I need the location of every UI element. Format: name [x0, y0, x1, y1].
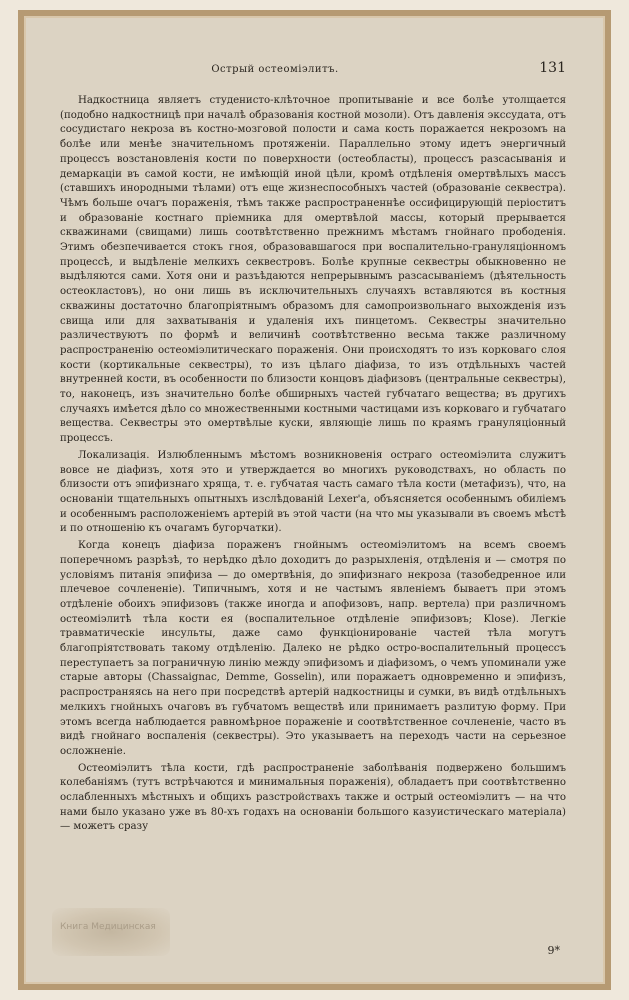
printer-signature: 9*: [547, 944, 560, 957]
paragraph-localization: Локализація. Излюбленнымъ мѣстомъ возникновенія остраго остеоміэлита служитъ вовсе не діафизъ, хотя это и утверждается во многихъ руководствахъ, но область по близости отъ эпифизнаго хряща, т. е. губчатая часть самаго тѣла кости (метафизъ), что, на основаніи тщательныхъ опытныхъ изслѣдованій Lexer'а, объясняется особеннымъ обиліемъ и особеннымъ расположеніемъ артерій въ этой части (на что мы указывали въ своемъ мѣстѣ и по отношенію къ очагамъ бугорчатки).: [60, 449, 566, 535]
page-number: 131: [539, 60, 566, 76]
running-title: Острый остеоміэлитъ.: [211, 64, 339, 75]
paragraph-4: Остеоміэлитъ тѣла кости, гдѣ распространеніе заболѣванія подвержено большимъ колебаніямъ (тутъ встрѣчаются и минимальныя пораженія), обладаетъ при соотвѣтственно ослабленныхъ мѣстныхъ и общихъ разстройствахъ также и острый остеоміэлитъ — на что нами было указано уже въ 80-хъ годахъ на основаніи большого казуистическаго матеріала) — можетъ сразу: [60, 762, 566, 833]
book-page: [18, 10, 611, 990]
paragraph-3: Когда конецъ діафиза пораженъ гнойнымъ остеоміэлитомъ на всемъ своемъ поперечномъ разрѣзѣ, то нерѣдко дѣло доходитъ до разрыхленія, отдѣленія и — смотря по условіямъ питанія эпифиза — до омертвѣнія, до эпифизнаго некроза (тазобедренное или плечевое сочлененіе). Типичнымъ, хотя и не частымъ явленіемъ бываетъ при этомъ отдѣленіе обоихъ эпифизовъ (также иногда и апофизовъ, напр. вертела) при различномъ остеоміэлитѣ тѣла кости ея (воспалительное отдѣленіе эпифизовъ; Klose). Легкіе травматическіе инсульты, даже само функціонированіе частей тѣла могутъ благопріятствовать такому отдѣленію. Далеко не рѣдко остро-воспалительный процессъ переступаетъ за пограничную линію между эпифизомъ и діафизомъ, о чемъ упоминали уже старые авторы (Chassaignac, Demme, Gosselin), или поражаетъ одновременно и эпифизъ, распространяясь на него при посредствѣ артерій надкостницы и сумки, въ видѣ отдѣльныхъ мелкихъ гнойныхъ очаговъ въ губчатомъ веществѣ или принимаетъ разлитую форму. При этомъ всегда наблюдается равномѣрное пораженіе и соотвѣтственное сочлененіе, часто въ видѣ гнойнаго воспаленія (секвестры). Это указываетъ на переходъ части на серьезное осложненіе.: [60, 540, 566, 757]
paragraph-1: Надкостница являетъ студенисто-клѣточное пропитываніе и все болѣе утолщается (подобно надкостницѣ при началѣ образованія костной мозоли). Отъ давленія экссудата, отъ сосудистаго некроза въ костно-мозговой полости и сама кость поражается некрозомъ на болѣе или менѣе значительномъ протяженіи. Параллельно этому идетъ энергичный процессъ возстановленія кости по поверхности (остеобласты), процессъ разсасыванія и демаркаціи въ самой кости, не имѣющій иной цѣли, кромѣ отдѣленія омертвѣлыхъ массъ (ставшихъ инородными тѣлами) отъ еще жизнеспособныхъ частей (образованіе секвестра). Чѣмъ больше очагъ пораженія, тѣмъ также распространеннѣе оссифицирующій періоститъ и образованіе костнаго пріемника для омертвѣлой массы, который прерывается скважинами (свищами) лишь соотвѣтственно прежнимъ мѣстамъ гнойнаго прободенія. Этимъ обезпечивается стокъ гноя, образовавшагося при воспалительно-грануляціонномъ процессѣ, и выдѣленіе мелкихъ секвестровъ. Болѣе крупные секвестры обыкновенно не выдѣляются сами. Хотя они и разъѣдаются непрерывнымъ разсасываніемъ (дѣятельность остеокластовъ), но они лишь въ исключительныхъ случаяхъ вставляются въ костныя скважины достаточно благопріятнымъ образомъ для самопроизвольнаго выхожденія изъ свища или для захватыванія и удаленія ихъ пинцетомъ. Секвестры значительно различествуютъ по формѣ и величинѣ соотвѣтственно весьма также различному распространенію остеоміэлитическаго пораженія. Они происходятъ то изъ корковаго слоя кости (кортикальные секвестры), то изъ цѣлаго діафиза, то изъ отдѣльныхъ частей внутренней кости, въ особенности по близости концовъ діафизовъ (центральные секвестры), то, наконецъ, изъ значительно болѣе обширныхъ частей губчатаго вещества; въ другихъ случаяхъ имѣется дѣло со множественными костными частицами изъ корковаго и губчатаго вещества. Секвестры это омертвѣлые куски, являющіе лишь по краямъ грануляціонный процессъ.: [60, 95, 566, 445]
body-text: [60, 94, 566, 837]
page-header: [60, 60, 566, 80]
library-stamp: [52, 908, 170, 956]
stamp-text: Книга Медицинская: [60, 922, 156, 932]
page-content: [60, 60, 566, 960]
